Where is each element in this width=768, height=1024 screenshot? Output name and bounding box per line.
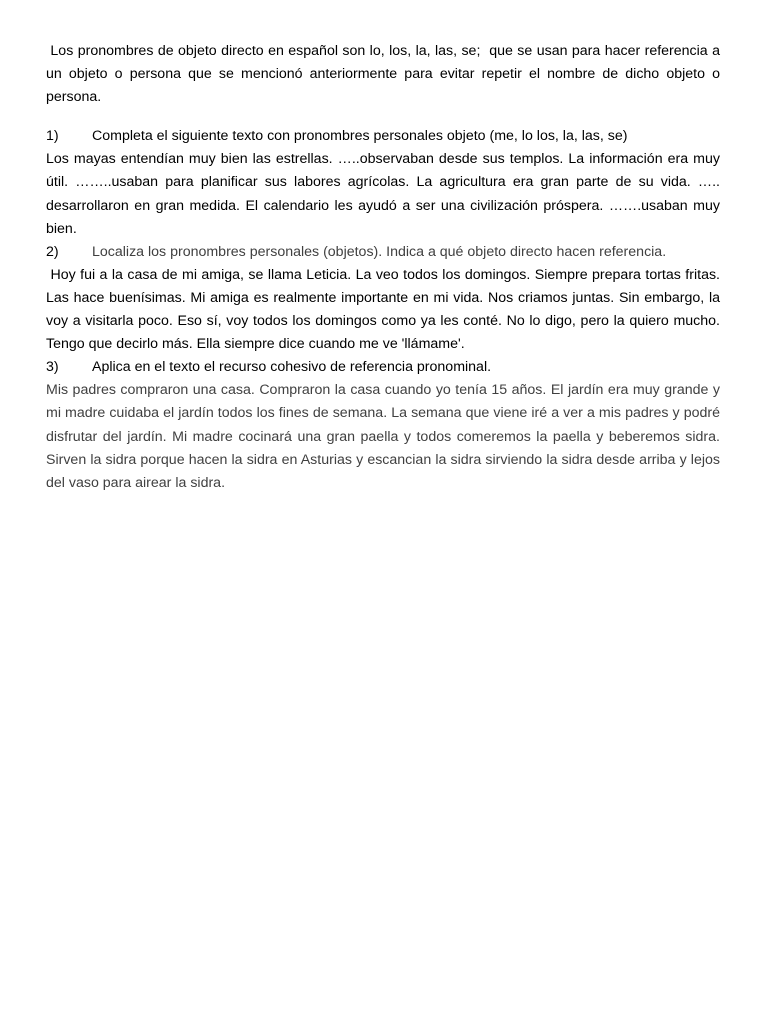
- exercise-1-number: 1): [46, 128, 59, 145]
- intro-paragraph: Los pronombres de objeto directo en español son lo, los, la, las, se; que se usan para hacer referencia a un objeto o persona que se mencionó anteriormente para evitar repetir el nombre de dicho objeto o persona.: [46, 43, 724, 106]
- exercise-3-text: Mis padres compraron una casa. Compraron la casa cuando yo tenía 15 años. El jardín era muy grande y mi madre cuidaba el jardín todos los fines de semana. La semana que viene iré a ver a mis padres y podré disfrutar del jardín. Mi madre cocinará una gran paella y todos comeremos la paella y beberemos sidra. Sirven la sidra porque hacen la sidra en Asturias y escancian la sidra sirviendo la sidra desde arriba y lejos del vaso para airear la sidra.: [46, 382, 720, 491]
- exercise-2-text: Hoy fui a la casa de mi amiga, se llama Leticia. La veo todos los domingos. Siempre prepara tortas fritas. Las hace buenísimas. Mi amiga es realmente importante en mi vida. Nos criamos juntas. Sin embargo, la voy a visitarla poco. Eso sí, voy todos los domingos como ya les conté. No lo digo, pero la quiero mucho. Tengo que decirlo más. Ella siempre dice cuando me ve 'llámame'.: [46, 266, 724, 353]
- exercise-2-instruction: Localiza los pronombres personales (objetos). Indica a qué objeto directo hacen referencia.: [92, 243, 667, 260]
- exercise-3-heading: [46, 356, 720, 379]
- paragraph-spacer: [46, 109, 720, 125]
- document-page: [46, 40, 724, 495]
- exercise-3-number: 3): [46, 359, 59, 376]
- exercise-1-heading: [46, 125, 720, 148]
- exercise-2-number: 2): [46, 243, 59, 260]
- exercise-3-instruction: Aplica en el texto el recurso cohesivo de referencia pronominal.: [92, 359, 492, 376]
- exercise-1-text: Los mayas entendían muy bien las estrellas. …..observaban desde sus templos. La información era muy útil. ……..usaban para planificar sus labores agrícolas. La agricultura era gran parte de su vida. ….. desarrollaron en gran medida. El calendario les ayudó a ser una civilización próspera. …….usaban muy bien.: [46, 151, 720, 237]
- exercise-2-heading: [46, 241, 720, 264]
- exercise-1-instruction: Completa el siguiente texto con pronombres personales objeto (me, lo los, la, las, se): [92, 128, 628, 145]
